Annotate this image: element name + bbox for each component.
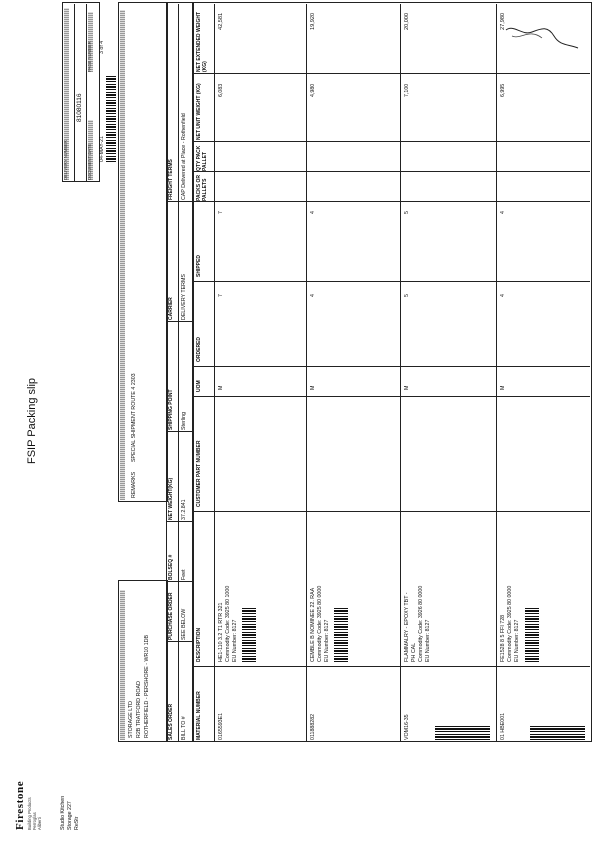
item-desc: FE1528 8 5 FFI 728 [500, 614, 506, 662]
ship-to-line: ROTHERFIELD - PERSHORE - WR10 1DB [144, 634, 150, 738]
item-barcode [242, 607, 256, 662]
company-line: Building Products [27, 797, 32, 830]
item-material: VOM16-35 [404, 714, 410, 740]
item-desc: PH CAL [411, 642, 417, 662]
item-desc: EU Number: 8127 [324, 619, 330, 662]
purchase-order-value: SEE BELOW [181, 608, 187, 640]
item-desc: EU Number: 8127 [514, 619, 520, 662]
remarks-strip [120, 10, 125, 500]
col-material: MATERIAL NUMBER [196, 691, 202, 740]
hdr-purchase-order: PURCHASE ORDER [168, 592, 174, 640]
item-ext-weight: 42,581 [218, 12, 224, 30]
ref-label: DELIVERY NUMBER [64, 8, 69, 180]
bill-to-label: BILL TO # [181, 716, 187, 740]
ship-to-box [118, 580, 168, 742]
item-barcode [525, 607, 539, 662]
shipping-point-value: Sterling [181, 412, 187, 430]
item-unit-weight: 4,980 [310, 83, 316, 97]
item-ext-weight: 19,920 [310, 12, 316, 30]
item-desc: EU Number: 8127 [425, 619, 431, 662]
company-line: Aliberti [37, 817, 42, 830]
item-shipped: 7 [218, 211, 224, 214]
item-desc: Commodity Code: 3925 80 0000 [507, 585, 513, 662]
company-logo: Firestone [14, 780, 26, 830]
ship-from-line: Storage 227 [67, 801, 73, 830]
item-material: 011888282 [310, 713, 316, 740]
item-desc: CEMBLE B NOMINEE 22. RAA [310, 587, 316, 662]
ship-from-line: Studio Kitchen [60, 795, 66, 830]
item-material: 01 HBE001 [500, 712, 506, 740]
item-ordered: 5 [404, 294, 410, 297]
item-unit-weight: 7,100 [404, 83, 410, 97]
hdr-sales-order: SALES ORDER [168, 703, 174, 740]
document-title: FSIP Packing slip [26, 377, 38, 464]
item-unit-weight: 6,995 [500, 83, 506, 97]
item-barcode [435, 726, 490, 740]
ship-to-line: R2B TRATFORD ROAD [136, 681, 142, 738]
col-unit-weight: NET UNIT WEIGHT (KG) [196, 83, 202, 140]
item-barcode [530, 726, 585, 740]
document-date: 04-MAY-21 [99, 136, 105, 162]
item-desc: EU Number: 8127 [232, 619, 238, 662]
hdr-carrier: CARRIER [168, 297, 174, 320]
item-uom: M [218, 385, 224, 390]
ship-to-label [120, 590, 125, 740]
item-desc: FLAMMALRY - EPOXY TBT - [404, 592, 410, 662]
hdr-shipping-point: SHIPPING POINT [168, 389, 174, 430]
delivery-terms-label: DELIVERY TERMS [181, 274, 187, 320]
remarks-box [118, 2, 168, 502]
col-packs: PACKS OR PALLETS [196, 174, 208, 201]
col-qty-pack: QTY PACK PALLET [196, 145, 208, 171]
item-shipped: 4 [500, 211, 506, 214]
ship-from-line: ReStr [74, 816, 80, 830]
item-barcode [334, 607, 348, 662]
ship-to-line: STORAGE LTD [128, 701, 134, 738]
item-desc: Commodity Code: 3926 80 0000 [418, 585, 424, 662]
item-shipped: 4 [310, 211, 316, 214]
delivery-number: 81080116 [76, 93, 83, 122]
item-ext-weight: 27,980 [500, 12, 506, 30]
col-customer-part: CUSTOMER PART NUMBER [196, 440, 202, 507]
col-description: DESCRIPTION [196, 627, 202, 662]
item-shipped: 5 [404, 211, 410, 214]
hdr-freight-terms: FREIGHT TERMS [168, 159, 174, 200]
item-ext-weight: 20,000 [404, 12, 410, 30]
page-number: 3 of 4 [99, 40, 105, 54]
item-material: 0165593E1 [218, 712, 224, 740]
remarks-text: SPECIAL SHIPMENT ROUTE 4 2303 [131, 373, 137, 462]
item-desc: Commodity Code: 3925 80 0000 [317, 585, 323, 662]
item-ordered: 4 [500, 294, 506, 297]
item-desc: HE1-110 3.2 T1 RTR 321 [218, 602, 224, 662]
company-line: Ferroglas [32, 812, 37, 830]
remarks-label: REMARKS [131, 471, 137, 498]
col-shipped: SHIPPED [196, 255, 202, 277]
ref-label: DOCUMENT DATE [88, 120, 93, 180]
hdr-net-weight: NET WEIGHT(KG) [168, 477, 174, 520]
col-ordered: ORDERED [196, 336, 202, 362]
bolseq-value: Feet [181, 569, 187, 580]
item-uom: M [310, 385, 316, 390]
item-uom: M [404, 385, 410, 390]
col-uom: UOM [196, 380, 202, 392]
delivery-terms-value: CAP Delivered at Place - Rothenfield [181, 113, 187, 200]
col-ext-weight: NET EXTENDED WEIGHT (KG) [196, 11, 208, 72]
ref-label: PAGE NUMBER [88, 12, 93, 72]
item-uom: M [500, 385, 506, 390]
hdr-bolseq: BOLSEQ # [168, 554, 174, 580]
delivery-barcode [106, 74, 116, 162]
item-ordered: 4 [310, 294, 316, 297]
item-ordered: 7 [218, 294, 224, 297]
item-unit-weight: 6,083 [218, 83, 224, 97]
net-weight-value: 37.2.841 [181, 499, 187, 520]
item-desc: Commodity Code: 3925 80 1000 [225, 585, 231, 662]
